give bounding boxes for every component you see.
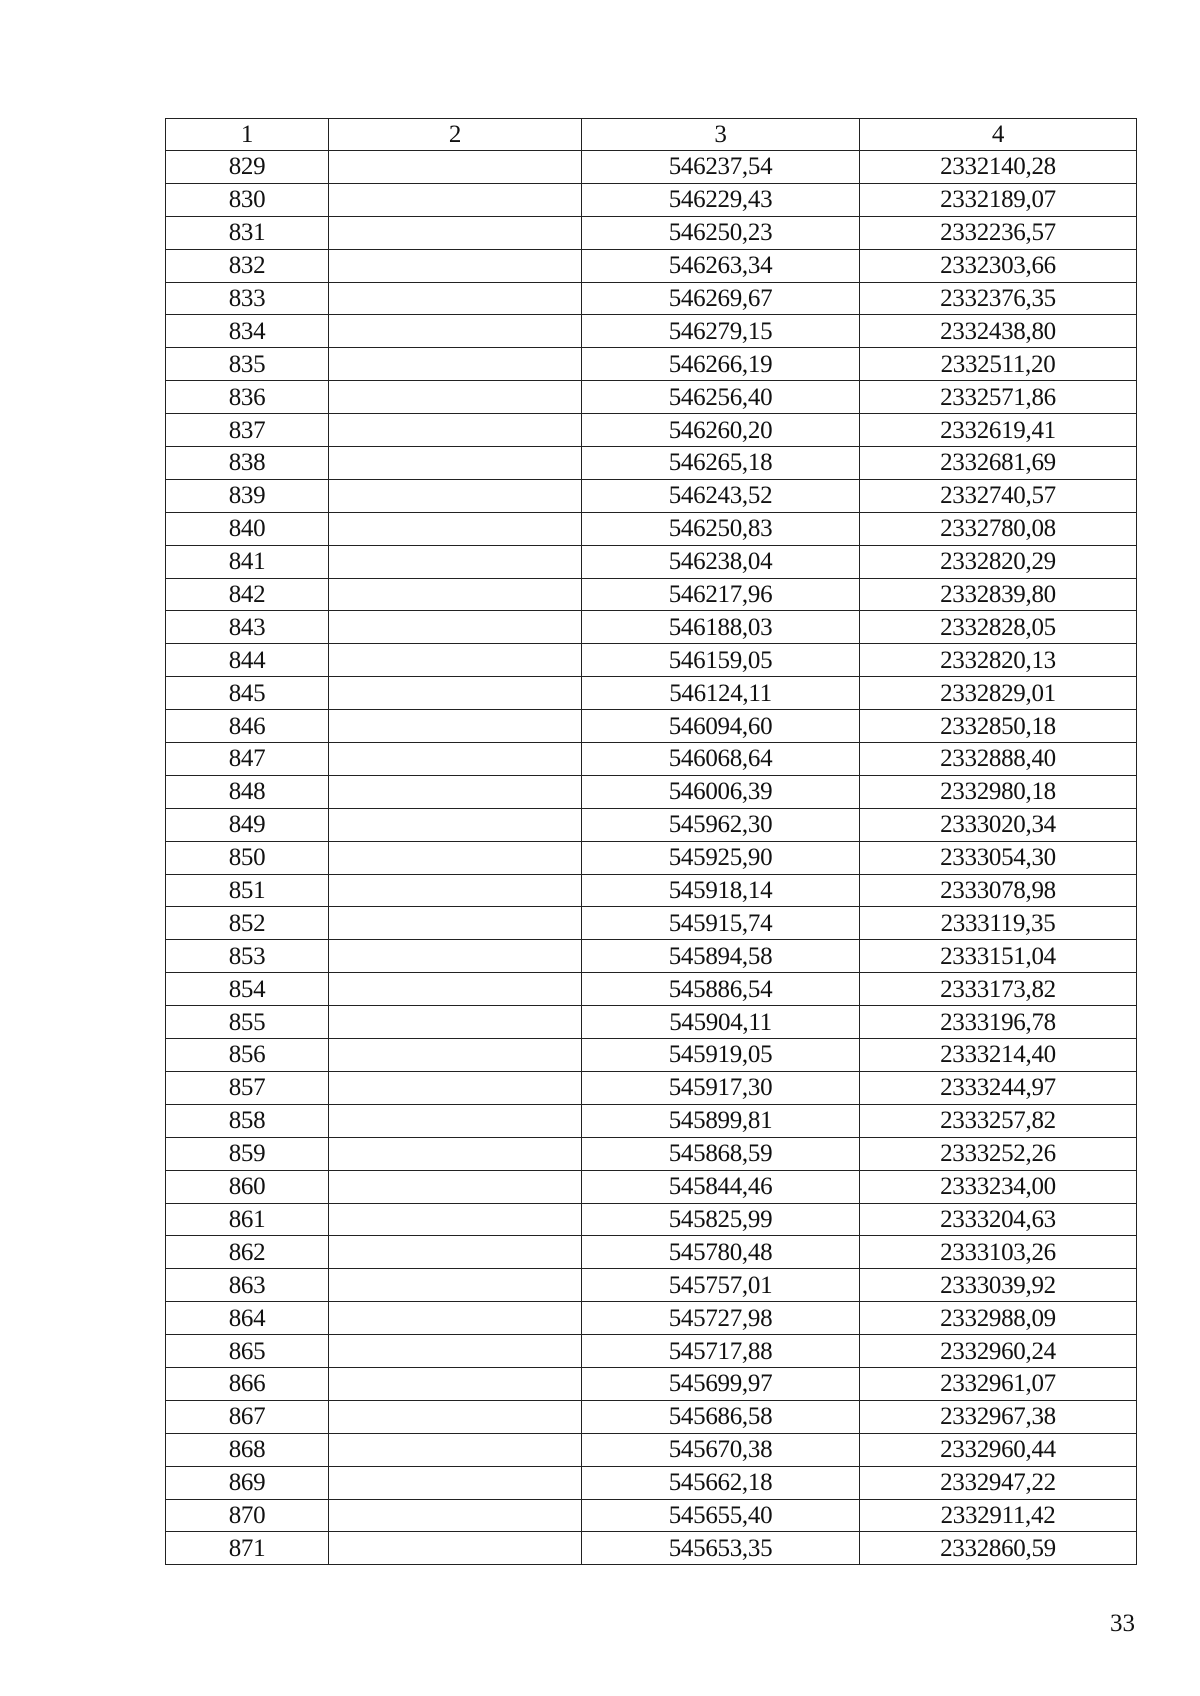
point-number-cell: 868 [166, 1433, 329, 1466]
description-cell [329, 151, 582, 184]
table-body [166, 151, 1137, 1565]
description-cell [329, 1170, 582, 1203]
y-coordinate-cell: 2332740,57 [860, 479, 1137, 512]
description-cell [329, 775, 582, 808]
point-number-cell: 835 [166, 348, 329, 381]
description-cell [329, 282, 582, 315]
point-number-cell: 849 [166, 808, 329, 841]
description-cell [329, 1006, 582, 1039]
y-coordinate-cell: 2333119,35 [860, 907, 1137, 940]
y-coordinate-cell: 2332911,42 [860, 1499, 1137, 1532]
y-coordinate-cell: 2332820,13 [860, 644, 1137, 677]
table-row [166, 1006, 1137, 1039]
x-coordinate-cell: 545699,97 [582, 1367, 860, 1400]
point-number-cell: 854 [166, 973, 329, 1006]
point-number-cell: 871 [166, 1532, 329, 1565]
table-row [166, 216, 1137, 249]
y-coordinate-cell: 2332980,18 [860, 775, 1137, 808]
point-number-cell: 853 [166, 940, 329, 973]
y-coordinate-cell: 2332960,44 [860, 1433, 1137, 1466]
description-cell [329, 545, 582, 578]
x-coordinate-cell: 546263,34 [582, 249, 860, 282]
point-number-cell: 858 [166, 1104, 329, 1137]
y-coordinate-cell: 2332511,20 [860, 348, 1137, 381]
x-coordinate-cell: 545844,46 [582, 1170, 860, 1203]
table-row [166, 348, 1137, 381]
x-coordinate-cell: 545886,54 [582, 973, 860, 1006]
y-coordinate-cell: 2332960,24 [860, 1335, 1137, 1368]
y-coordinate-cell: 2333214,40 [860, 1039, 1137, 1072]
table-row [166, 447, 1137, 480]
x-coordinate-cell: 546237,54 [582, 151, 860, 184]
y-coordinate-cell: 2332961,07 [860, 1367, 1137, 1400]
point-number-cell: 861 [166, 1203, 329, 1236]
table-row [166, 644, 1137, 677]
table-row [166, 907, 1137, 940]
point-number-cell: 848 [166, 775, 329, 808]
table-row [166, 973, 1137, 1006]
description-cell [329, 315, 582, 348]
x-coordinate-cell: 545757,01 [582, 1269, 860, 1302]
x-coordinate-cell: 546188,03 [582, 611, 860, 644]
description-cell [329, 512, 582, 545]
y-coordinate-cell: 2333234,00 [860, 1170, 1137, 1203]
point-number-cell: 830 [166, 183, 329, 216]
table-row [166, 1170, 1137, 1203]
point-number-cell: 840 [166, 512, 329, 545]
point-number-cell: 857 [166, 1071, 329, 1104]
x-coordinate-cell: 545962,30 [582, 808, 860, 841]
description-cell [329, 1367, 582, 1400]
x-coordinate-cell: 546279,15 [582, 315, 860, 348]
description-cell [329, 1039, 582, 1072]
header-row [166, 119, 1137, 151]
description-cell [329, 874, 582, 907]
description-cell [329, 447, 582, 480]
y-coordinate-cell: 2333054,30 [860, 841, 1137, 874]
table-header [166, 119, 1137, 151]
point-number-cell: 866 [166, 1367, 329, 1400]
description-cell [329, 183, 582, 216]
x-coordinate-cell: 545655,40 [582, 1499, 860, 1532]
point-number-cell: 833 [166, 282, 329, 315]
x-coordinate-cell: 545915,74 [582, 907, 860, 940]
table-row [166, 545, 1137, 578]
table-row [166, 1433, 1137, 1466]
x-coordinate-cell: 545917,30 [582, 1071, 860, 1104]
table-row [166, 381, 1137, 414]
table-row [166, 710, 1137, 743]
x-coordinate-cell: 545919,05 [582, 1039, 860, 1072]
point-number-cell: 869 [166, 1466, 329, 1499]
description-cell [329, 677, 582, 710]
table-row [166, 874, 1137, 907]
x-coordinate-cell: 545717,88 [582, 1335, 860, 1368]
x-coordinate-cell: 546068,64 [582, 743, 860, 776]
point-number-cell: 851 [166, 874, 329, 907]
description-cell [329, 710, 582, 743]
table-row [166, 151, 1137, 184]
y-coordinate-cell: 2332236,57 [860, 216, 1137, 249]
description-cell [329, 348, 582, 381]
x-coordinate-cell: 545686,58 [582, 1400, 860, 1433]
y-coordinate-cell: 2333020,34 [860, 808, 1137, 841]
table-row [166, 1532, 1137, 1565]
point-number-cell: 839 [166, 479, 329, 512]
point-number-cell: 832 [166, 249, 329, 282]
x-coordinate-cell: 545899,81 [582, 1104, 860, 1137]
x-coordinate-cell: 546006,39 [582, 775, 860, 808]
y-coordinate-cell: 2332839,80 [860, 578, 1137, 611]
description-cell [329, 1137, 582, 1170]
table-row [166, 414, 1137, 447]
column-header-1: 1 [166, 119, 329, 151]
x-coordinate-cell: 545918,14 [582, 874, 860, 907]
y-coordinate-cell: 2332860,59 [860, 1532, 1137, 1565]
x-coordinate-cell: 545925,90 [582, 841, 860, 874]
point-number-cell: 838 [166, 447, 329, 480]
table-row [166, 1367, 1137, 1400]
y-coordinate-cell: 2332571,86 [860, 381, 1137, 414]
description-cell [329, 1335, 582, 1368]
table-row [166, 249, 1137, 282]
x-coordinate-cell: 546229,43 [582, 183, 860, 216]
description-cell [329, 1532, 582, 1565]
y-coordinate-cell: 2332681,69 [860, 447, 1137, 480]
description-cell [329, 216, 582, 249]
table-row [166, 743, 1137, 776]
point-number-cell: 843 [166, 611, 329, 644]
table-row [166, 677, 1137, 710]
y-coordinate-cell: 2333103,26 [860, 1236, 1137, 1269]
x-coordinate-cell: 546256,40 [582, 381, 860, 414]
x-coordinate-cell: 545894,58 [582, 940, 860, 973]
y-coordinate-cell: 2333078,98 [860, 874, 1137, 907]
description-cell [329, 1236, 582, 1269]
description-cell [329, 940, 582, 973]
table-row [166, 1302, 1137, 1335]
x-coordinate-cell: 546238,04 [582, 545, 860, 578]
x-coordinate-cell: 546250,83 [582, 512, 860, 545]
y-coordinate-cell: 2332850,18 [860, 710, 1137, 743]
table-row [166, 841, 1137, 874]
column-header-3: 3 [582, 119, 860, 151]
y-coordinate-cell: 2333196,78 [860, 1006, 1137, 1039]
x-coordinate-cell: 545662,18 [582, 1466, 860, 1499]
table-row [166, 1203, 1137, 1236]
x-coordinate-cell: 545780,48 [582, 1236, 860, 1269]
point-number-cell: 867 [166, 1400, 329, 1433]
point-number-cell: 834 [166, 315, 329, 348]
description-cell [329, 743, 582, 776]
table-row [166, 1039, 1137, 1072]
description-cell [329, 479, 582, 512]
x-coordinate-cell: 545904,11 [582, 1006, 860, 1039]
y-coordinate-cell: 2333151,04 [860, 940, 1137, 973]
table-row [166, 808, 1137, 841]
y-coordinate-cell: 2333039,92 [860, 1269, 1137, 1302]
y-coordinate-cell: 2332888,40 [860, 743, 1137, 776]
table-row [166, 1269, 1137, 1302]
point-number-cell: 831 [166, 216, 329, 249]
description-cell [329, 808, 582, 841]
x-coordinate-cell: 546260,20 [582, 414, 860, 447]
description-cell [329, 1071, 582, 1104]
table-row [166, 1499, 1137, 1532]
table-row [166, 611, 1137, 644]
description-cell [329, 414, 582, 447]
description-cell [329, 1302, 582, 1335]
description-cell [329, 1400, 582, 1433]
table-row [166, 1466, 1137, 1499]
x-coordinate-cell: 546269,67 [582, 282, 860, 315]
description-cell [329, 611, 582, 644]
x-coordinate-cell: 546265,18 [582, 447, 860, 480]
description-cell [329, 1433, 582, 1466]
point-number-cell: 864 [166, 1302, 329, 1335]
point-number-cell: 863 [166, 1269, 329, 1302]
x-coordinate-cell: 546250,23 [582, 216, 860, 249]
y-coordinate-cell: 2332780,08 [860, 512, 1137, 545]
point-number-cell: 846 [166, 710, 329, 743]
y-coordinate-cell: 2332820,29 [860, 545, 1137, 578]
table-row [166, 282, 1137, 315]
table-row [166, 775, 1137, 808]
y-coordinate-cell: 2332438,80 [860, 315, 1137, 348]
point-number-cell: 860 [166, 1170, 329, 1203]
table-row [166, 479, 1137, 512]
point-number-cell: 850 [166, 841, 329, 874]
point-number-cell: 862 [166, 1236, 329, 1269]
y-coordinate-cell: 2332988,09 [860, 1302, 1137, 1335]
point-number-cell: 836 [166, 381, 329, 414]
table-row [166, 940, 1137, 973]
x-coordinate-cell: 546266,19 [582, 348, 860, 381]
x-coordinate-cell: 546094,60 [582, 710, 860, 743]
y-coordinate-cell: 2333244,97 [860, 1071, 1137, 1104]
column-header-2: 2 [329, 119, 582, 151]
point-number-cell: 859 [166, 1137, 329, 1170]
description-cell [329, 1499, 582, 1532]
point-number-cell: 852 [166, 907, 329, 940]
point-number-cell: 845 [166, 677, 329, 710]
y-coordinate-cell: 2333252,26 [860, 1137, 1137, 1170]
table-row [166, 1071, 1137, 1104]
x-coordinate-cell: 545825,99 [582, 1203, 860, 1236]
coordinates-table [165, 118, 1137, 1565]
point-number-cell: 856 [166, 1039, 329, 1072]
point-number-cell: 865 [166, 1335, 329, 1368]
description-cell [329, 1466, 582, 1499]
x-coordinate-cell: 545868,59 [582, 1137, 860, 1170]
y-coordinate-cell: 2332189,07 [860, 183, 1137, 216]
description-cell [329, 1104, 582, 1137]
x-coordinate-cell: 546159,05 [582, 644, 860, 677]
y-coordinate-cell: 2333173,82 [860, 973, 1137, 1006]
point-number-cell: 855 [166, 1006, 329, 1039]
point-number-cell: 829 [166, 151, 329, 184]
point-number-cell: 842 [166, 578, 329, 611]
description-cell [329, 381, 582, 414]
y-coordinate-cell: 2332829,01 [860, 677, 1137, 710]
x-coordinate-cell: 545653,35 [582, 1532, 860, 1565]
table-row [166, 578, 1137, 611]
point-number-cell: 844 [166, 644, 329, 677]
x-coordinate-cell: 546243,52 [582, 479, 860, 512]
point-number-cell: 870 [166, 1499, 329, 1532]
description-cell [329, 644, 582, 677]
y-coordinate-cell: 2332376,35 [860, 282, 1137, 315]
point-number-cell: 841 [166, 545, 329, 578]
y-coordinate-cell: 2332828,05 [860, 611, 1137, 644]
table-row [166, 1104, 1137, 1137]
y-coordinate-cell: 2333257,82 [860, 1104, 1137, 1137]
table-row [166, 1137, 1137, 1170]
x-coordinate-cell: 546124,11 [582, 677, 860, 710]
table-row [166, 1335, 1137, 1368]
description-cell [329, 1203, 582, 1236]
y-coordinate-cell: 2333204,63 [860, 1203, 1137, 1236]
x-coordinate-cell: 545670,38 [582, 1433, 860, 1466]
table-row [166, 183, 1137, 216]
table-row [166, 512, 1137, 545]
description-cell [329, 841, 582, 874]
point-number-cell: 837 [166, 414, 329, 447]
description-cell [329, 578, 582, 611]
description-cell [329, 249, 582, 282]
x-coordinate-cell: 546217,96 [582, 578, 860, 611]
y-coordinate-cell: 2332619,41 [860, 414, 1137, 447]
y-coordinate-cell: 2332947,22 [860, 1466, 1137, 1499]
table-row [166, 1236, 1137, 1269]
point-number-cell: 847 [166, 743, 329, 776]
y-coordinate-cell: 2332140,28 [860, 151, 1137, 184]
description-cell [329, 973, 582, 1006]
y-coordinate-cell: 2332967,38 [860, 1400, 1137, 1433]
description-cell [329, 1269, 582, 1302]
description-cell [329, 907, 582, 940]
page-number: 33 [1110, 1610, 1135, 1637]
table-row [166, 315, 1137, 348]
column-header-4: 4 [860, 119, 1137, 151]
y-coordinate-cell: 2332303,66 [860, 249, 1137, 282]
table-row [166, 1400, 1137, 1433]
x-coordinate-cell: 545727,98 [582, 1302, 860, 1335]
